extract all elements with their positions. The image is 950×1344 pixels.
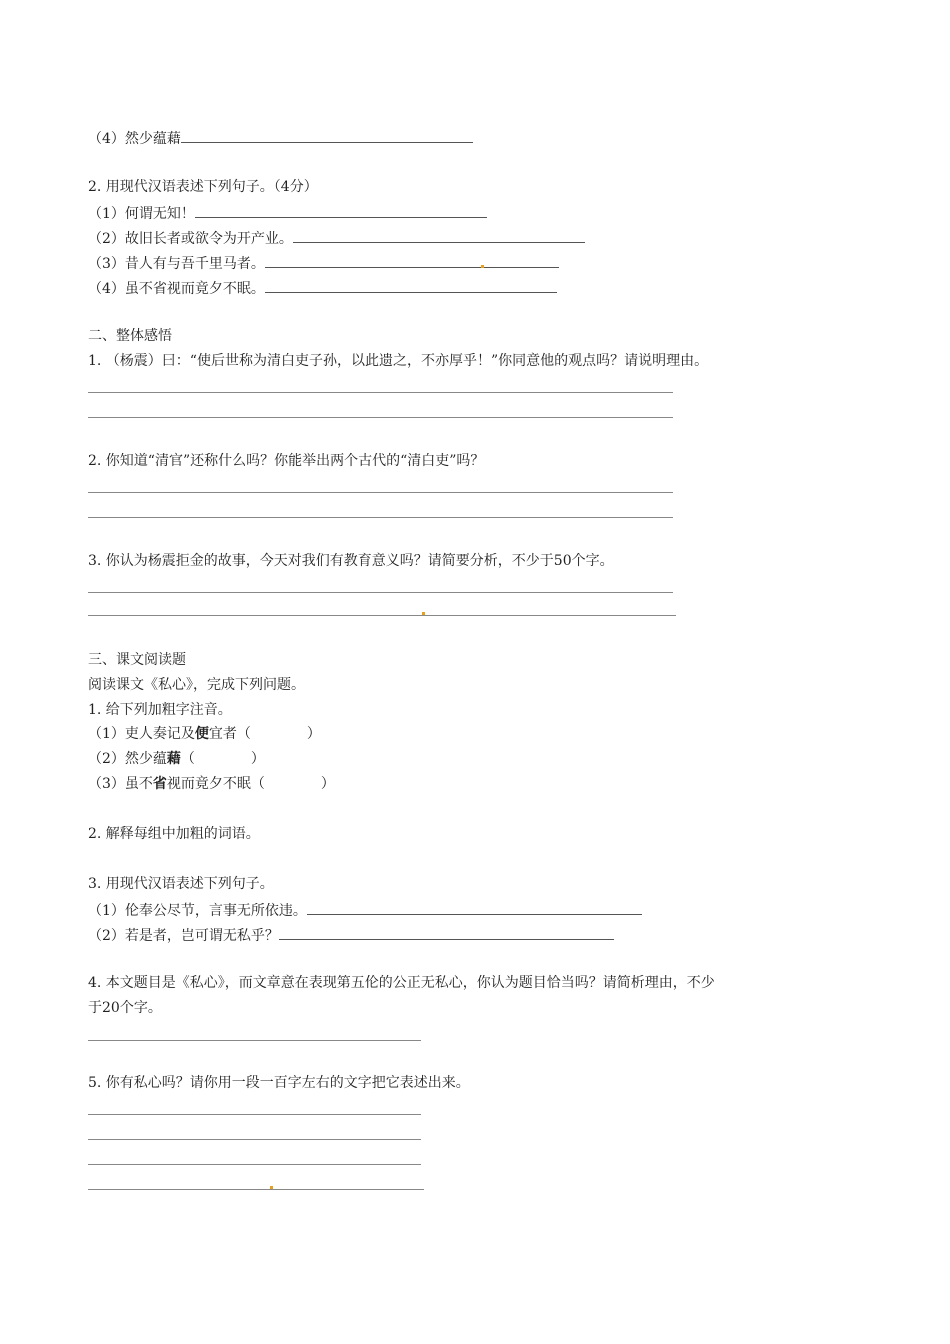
pinyin-answer-field[interactable]: （ [250, 776, 265, 792]
speck-mark [481, 265, 484, 268]
part3-q1-item-2: （2）然少蕴藉（ ） [88, 751, 265, 767]
answer-line[interactable] [88, 1114, 421, 1115]
section-heading-2: 二、整体感悟 [88, 328, 172, 344]
section-heading-3: 三、课文阅读题 [88, 652, 186, 668]
part3-q3-item-1: （1）伦奉公尽节，言事无所依违。 [88, 900, 642, 920]
answer-line[interactable] [88, 1040, 421, 1041]
part2-q3: 3. 你认为杨震拒金的故事，今天对我们有教育意义吗？请简要分析，不少于50个字。 [88, 553, 614, 569]
part3-q2-title: 2. 解释每组中加粗的词语。 [88, 826, 260, 842]
q2-item-3: （3）昔人有与吾千里马者。 [88, 253, 559, 273]
part3-intro: 阅读课文《私心》，完成下列问题。 [88, 677, 305, 693]
answer-blank[interactable] [181, 128, 473, 143]
part2-q1: 1. （杨震）曰：“使后世称为清白吏子孙，以此遗之，不亦厚乎！”你同意他的观点吗？请说明理由。 [88, 353, 709, 369]
answer-blank[interactable] [265, 253, 559, 268]
part3-q1-item-3: （3）虽不省视而竟夕不眠（ ） [88, 776, 335, 792]
answer-line[interactable] [88, 615, 676, 616]
answer-line[interactable] [88, 1189, 424, 1190]
answer-line[interactable] [88, 592, 673, 593]
answer-line[interactable] [88, 1164, 421, 1165]
part3-q3-item-2: （2）若是者，岂可谓无私乎？ [88, 925, 614, 945]
part2-q2: 2. 你知道“清官”还称什么吗？你能举出两个古代的“清白吏”吗？ [88, 453, 485, 469]
answer-blank[interactable] [293, 228, 585, 243]
answer-blank[interactable] [307, 900, 642, 915]
speck-mark [422, 612, 425, 615]
part3-q4-line-2: 于20个字。 [88, 1000, 162, 1016]
pinyin-answer-field[interactable]: （ [236, 726, 251, 742]
part3-q1-title: 1. 给下列加粗字注音。 [88, 702, 232, 718]
answer-line[interactable] [88, 392, 673, 393]
q2-item-4: （4）虽不省视而竟夕不眠。 [88, 278, 557, 298]
answer-line[interactable] [88, 1139, 421, 1140]
speck-mark [270, 1186, 273, 1189]
q2-item-1: （1）何谓无知！ [88, 203, 487, 223]
answer-line[interactable] [88, 517, 673, 518]
pinyin-answer-field[interactable]: （ [180, 751, 195, 767]
answer-blank[interactable] [265, 278, 557, 293]
q1-item-4: （4）然少蕴藉 [88, 128, 473, 148]
part3-q5: 5. 你有私心吗？请你用一段一百字左右的文字把它表述出来。 [88, 1075, 470, 1091]
answer-line[interactable] [88, 417, 673, 418]
part3-q1-item-1: （1）吏人奏记及便宜者（ ） [88, 726, 321, 742]
answer-blank[interactable] [279, 925, 614, 940]
answer-line[interactable] [88, 492, 673, 493]
part3-q4-line-1: 4. 本文题目是《私心》，而文章意在表现第五伦的公正无私心，你认为题目恰当吗？请简析理由，不少 [88, 975, 715, 991]
q2-title: 2. 用现代汉语表述下列句子。（4分） [88, 179, 318, 195]
part3-q3-title: 3. 用现代汉语表述下列句子。 [88, 876, 274, 892]
q2-item-2: （2）故旧长者或欲令为开产业。 [88, 228, 585, 248]
answer-blank[interactable] [195, 203, 487, 218]
